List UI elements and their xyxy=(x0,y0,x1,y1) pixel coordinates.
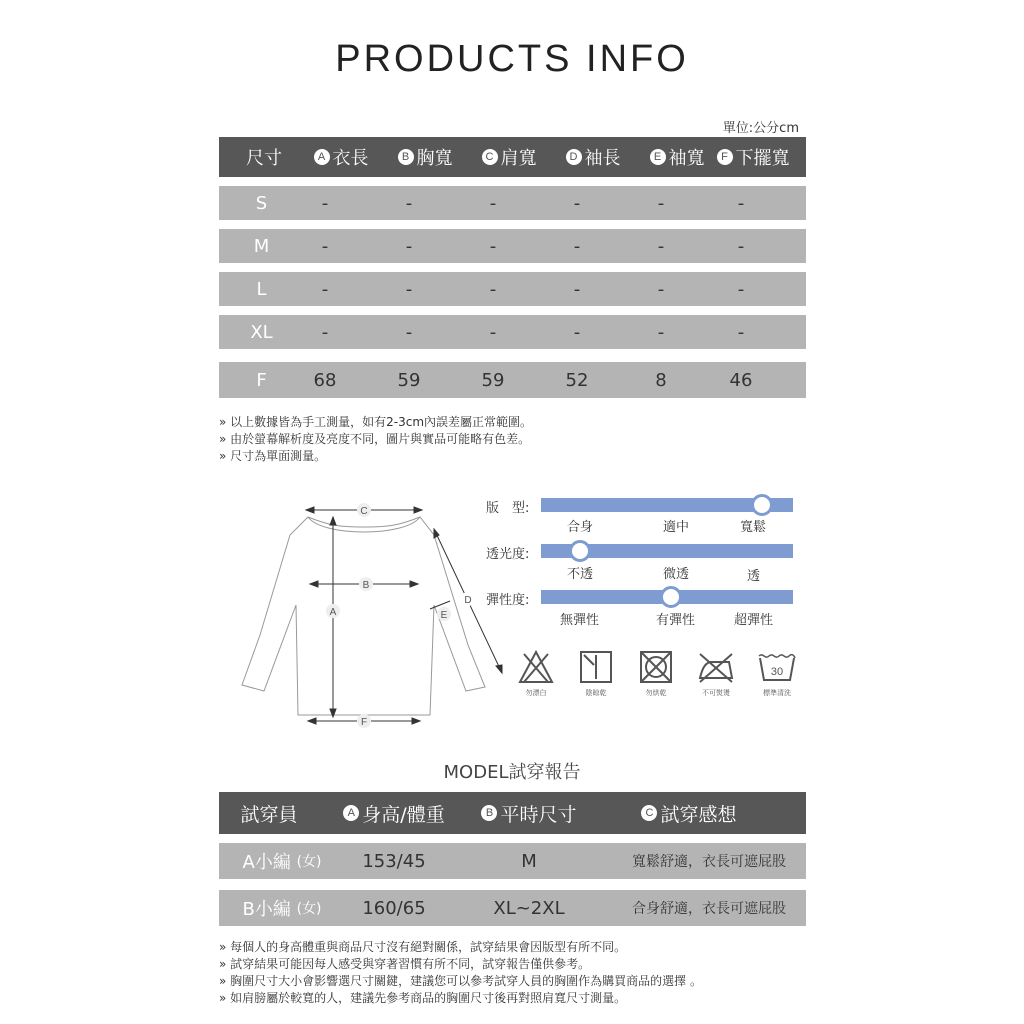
badge-b: B xyxy=(398,149,414,165)
measurement-notes xyxy=(219,414,532,465)
care-label: 陰晾乾 xyxy=(585,689,607,697)
care-item xyxy=(571,650,621,698)
value-cell: 59 xyxy=(481,369,505,391)
header-label: 試穿感想 xyxy=(660,803,737,826)
note-line: » 胸圍尺寸大小會影響選尺寸關鍵，建議您可以參考試穿人員的胸圍作為購買商品的選擇 。 xyxy=(219,974,702,988)
value-cell: - xyxy=(489,321,497,343)
slider-tick: 無彈性 xyxy=(560,613,600,628)
value-cell: - xyxy=(489,278,497,300)
note-line: » 如肩膀屬於較寬的人，建議先參考商品的胸圍尺寸後再對照肩寬尺寸測量。 xyxy=(219,991,627,1005)
model-name-text: B小編 xyxy=(242,899,291,920)
value-cell: 46 xyxy=(729,369,753,391)
value-cell: - xyxy=(489,235,497,257)
model-table-header xyxy=(219,792,806,834)
care-label: 不可熨燙 xyxy=(702,689,730,697)
header-label: 袖長 xyxy=(584,148,621,169)
model-gender: (女) xyxy=(296,854,322,870)
diagram-label-c: C xyxy=(360,506,368,517)
slider-label: 透光度: xyxy=(486,547,530,562)
value-cell: 52 xyxy=(565,369,589,391)
value-cell: - xyxy=(737,321,745,343)
size-cell: XL xyxy=(250,321,273,343)
model-row-a xyxy=(219,843,806,879)
slider-knob xyxy=(660,586,682,608)
value-cell: - xyxy=(405,278,413,300)
care-label: 勿烘乾 xyxy=(645,689,667,697)
badge-d: D xyxy=(566,149,582,165)
model-name-text: A小編 xyxy=(242,852,291,873)
size-row-xl xyxy=(219,315,806,349)
value-cell: - xyxy=(737,192,745,214)
header-size xyxy=(229,137,299,177)
diagram-label-d: D xyxy=(464,595,472,606)
header-length xyxy=(299,137,383,177)
header-feedback xyxy=(629,792,749,834)
size-cell: L xyxy=(256,278,267,300)
value-cell: - xyxy=(573,235,581,257)
hang-dry-icon xyxy=(578,650,614,684)
size-row-l xyxy=(219,272,806,306)
header-label: 尺寸 xyxy=(246,148,282,169)
size-row-m xyxy=(219,229,806,263)
model-height-weight: 160/65 xyxy=(362,897,426,919)
no-bleach-icon xyxy=(518,650,554,684)
header-label: 衣長 xyxy=(332,148,369,169)
size-row-f xyxy=(219,362,806,398)
badge-f: F xyxy=(717,149,733,165)
value-cell: - xyxy=(657,235,665,257)
value-cell: - xyxy=(321,278,329,300)
badge-a: A xyxy=(314,149,330,165)
model-name xyxy=(227,843,337,879)
model-usual-size: M xyxy=(521,850,537,872)
value-cell: 8 xyxy=(655,369,667,391)
value-cell: - xyxy=(321,321,329,343)
note-line: » 以上數據皆為手工測量，如有2-3cm內誤差屬正常範圍。 xyxy=(219,415,533,429)
badge-b: B xyxy=(481,805,497,821)
wash-temp: 30 xyxy=(770,666,784,678)
slider-tick: 寬鬆 xyxy=(740,520,767,535)
slider-tick: 有彈性 xyxy=(656,613,696,628)
header-label: 下擺寬 xyxy=(735,148,790,169)
size-table-header xyxy=(219,137,806,177)
diagram-label-b: B xyxy=(362,580,370,591)
header-sleeve-length xyxy=(551,137,635,177)
model-usual-size: XL~2XL xyxy=(493,897,565,919)
badge-c: C xyxy=(482,149,498,165)
size-cell: M xyxy=(253,235,270,257)
header-label: 胸寬 xyxy=(416,148,453,169)
care-label: 標準清洗 xyxy=(763,689,791,697)
model-feedback: 寬鬆舒適，衣長可遮屁股 xyxy=(632,854,786,870)
value-cell: - xyxy=(321,192,329,214)
value-cell: - xyxy=(657,321,665,343)
diagram-label-f: F xyxy=(360,717,368,728)
value-cell: - xyxy=(405,321,413,343)
model-height-weight: 153/45 xyxy=(362,850,426,872)
size-row-s xyxy=(219,186,806,220)
page-title: PRODUCTS INFO xyxy=(335,38,689,80)
value-cell: 68 xyxy=(313,369,337,391)
care-item xyxy=(511,650,561,698)
value-cell: - xyxy=(321,235,329,257)
slider-tick: 超彈性 xyxy=(734,613,774,628)
header-label: 袖寬 xyxy=(668,148,705,169)
slider-label: 版 型: xyxy=(486,501,530,516)
slider-tick: 透 xyxy=(747,569,761,584)
value-cell: - xyxy=(657,192,665,214)
value-cell: - xyxy=(405,192,413,214)
size-cell: F xyxy=(256,369,267,391)
model-row-b xyxy=(219,890,806,926)
value-cell: - xyxy=(737,278,745,300)
badge-c: C xyxy=(641,805,657,821)
header-model xyxy=(219,792,319,834)
slider-tick: 微透 xyxy=(663,567,690,582)
care-item xyxy=(691,650,741,698)
slider-tick: 不透 xyxy=(567,567,594,582)
value-cell: - xyxy=(573,278,581,300)
header-shoulder xyxy=(467,137,551,177)
slider-tick: 適中 xyxy=(663,520,690,535)
slider-tick: 合身 xyxy=(567,520,594,535)
header-label: 肩寬 xyxy=(500,148,537,169)
header-hem xyxy=(705,137,801,177)
diagram-label-e: E xyxy=(440,610,448,621)
garment-diagram xyxy=(238,495,513,735)
header-label: 試穿員 xyxy=(240,803,298,826)
note-line: » 試穿結果可能因每人感受與穿著習慣有所不同，試穿報告僅供參考。 xyxy=(219,957,591,971)
value-cell: - xyxy=(489,192,497,214)
fitting-notes xyxy=(219,939,702,1007)
value-cell: - xyxy=(573,321,581,343)
care-label: 勿漂白 xyxy=(525,689,547,697)
no-tumble-dry-icon xyxy=(638,650,674,684)
care-item xyxy=(752,650,802,698)
slider-knob xyxy=(569,540,591,562)
care-item xyxy=(631,650,681,698)
header-chest xyxy=(383,137,467,177)
model-gender: (女) xyxy=(296,901,322,917)
header-label: 身高/體重 xyxy=(362,803,445,826)
value-cell: - xyxy=(573,192,581,214)
note-line: » 由於螢幕解析度及亮度不同，圖片與實品可能略有色差。 xyxy=(219,432,531,446)
slider-label: 彈性度: xyxy=(486,593,530,608)
diagram-label-a: A xyxy=(329,607,337,618)
badge-a: A xyxy=(343,805,359,821)
header-height-weight xyxy=(334,792,454,834)
wash-30-icon xyxy=(757,650,797,684)
header-usual-size xyxy=(469,792,589,834)
value-cell: - xyxy=(737,235,745,257)
model-name xyxy=(227,890,337,926)
size-cell: S xyxy=(255,192,268,214)
model-report-title: MODEL試穿報告 xyxy=(443,762,581,783)
slider-knob xyxy=(751,494,773,516)
unit-label: 單位:公分cm xyxy=(722,121,799,136)
value-cell: - xyxy=(405,235,413,257)
note-line: » 每個人的身高體重與商品尺寸沒有絕對關係，試穿結果會因版型有所不同。 xyxy=(219,940,627,954)
model-feedback: 合身舒適，衣長可遮屁股 xyxy=(632,901,786,917)
header-label: 平時尺寸 xyxy=(500,803,577,826)
no-iron-icon xyxy=(696,650,736,684)
note-line: » 尺寸為單面測量。 xyxy=(219,449,327,463)
value-cell: - xyxy=(657,278,665,300)
value-cell: 59 xyxy=(397,369,421,391)
badge-e: E xyxy=(650,149,666,165)
